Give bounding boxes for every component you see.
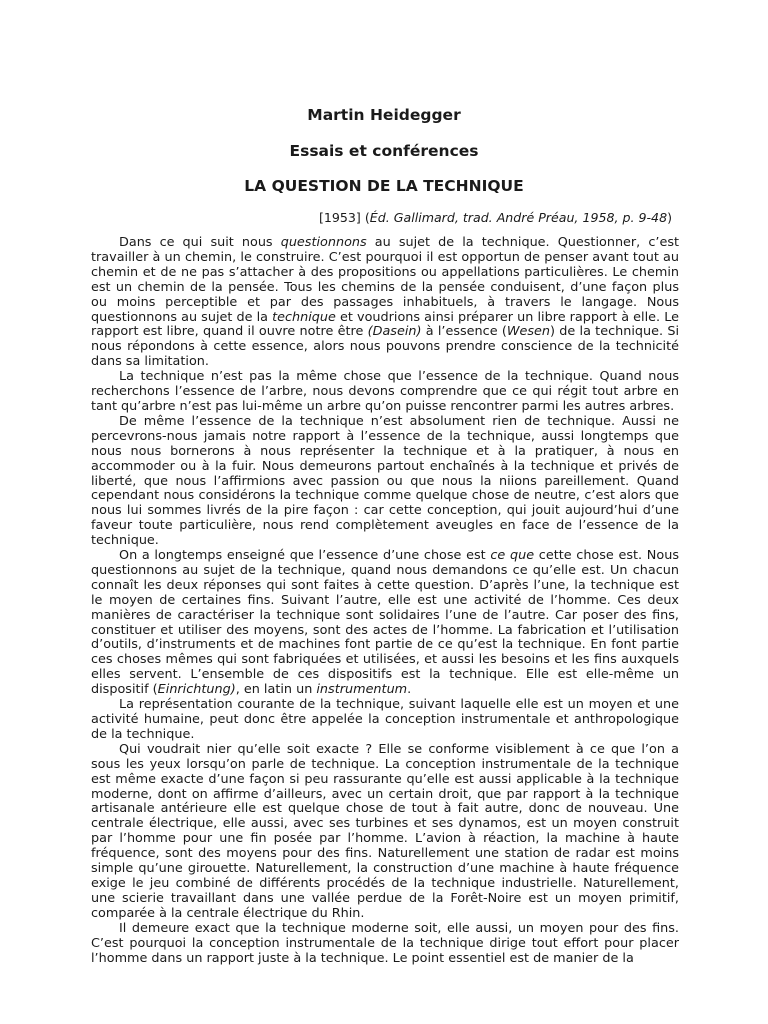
author-name: Martin Heidegger (307, 106, 461, 124)
paragraph-text: Dans ce qui suit nous (119, 235, 281, 250)
source-close-paren: ) (667, 210, 672, 225)
paragraph-text: On a longtemps enseigné que l’essence d’une chose est (119, 548, 491, 564)
paragraph (91, 370, 679, 415)
paragraph-italic: (Dasein) (367, 324, 422, 340)
paragraph-text: , en latin un (235, 682, 317, 698)
essay-title: LA QUESTION DE LA TECHNIQUE (244, 177, 524, 195)
paragraph-italic: Einrichtung) (157, 682, 236, 698)
book-title: Essais et conférences (289, 142, 479, 160)
paragraph-text: De même l’essence de la technique n’est absolument rien de technique. Aussi ne percevrons-nous jamais notre rapport à l’essence de la technique, aussi longtemps que nous nous bornerons à nous représenter la technique et à la pratiquer, à nous en accommoder ou à la fuir. Nous demeurons partout enchaînés à la technique et privés de liberté, que nous l’affirmions avec passion ou que nous la niions pareillement. Quand cependant nous considérons la technique comme quelque chose de neutre, c’est alors que nous lui sommes livrés de la pire façon : car cette conception, qui jouit aujourd’hui d’une faveur toute particulière, nous rend complètement aveugles en face de l’essence de la technique. (91, 413, 679, 549)
paragraph-italic: instrumentum (316, 682, 408, 698)
paragraph-italic: questionnons (280, 235, 367, 250)
paragraph-text: La représentation courante de la technique, suivant laquelle elle est un moyen et une activité humaine, peut donc être appelée la conception instrumentale et anthropologique de la technique. (91, 697, 679, 742)
source-year: [1953] (318, 210, 361, 225)
paragraph-text: à l’essence ( (421, 324, 507, 340)
paragraph (91, 236, 679, 370)
paragraph-italic: Wesen (506, 324, 551, 340)
paragraph-text: . (407, 682, 412, 698)
paragraph (91, 743, 679, 922)
paragraph-text: La technique n’est pas la même chose que l’essence de la technique. Quand nous recherchons l’essence de l’arbre, nous devons comprendre que ce qui régit tout arbre en tant qu’arbre n’est pas lui-même un arbre qu’on puisse rencontrer parmi les autres arbres. (91, 369, 679, 414)
body-text (91, 236, 679, 966)
paragraph-text: Il demeure exact que la technique moderne soit, elle aussi, un moyen pour des fins. C’est pourquoi la conception instrumentale de la technique dirige tout effort pour placer l’homme dans un rapport juste à la technique. Le point essentiel est de manier de la (91, 920, 679, 966)
paragraph-italic: ce que (490, 548, 535, 564)
paragraph-text: Qui voudrait nier qu’elle soit exacte ? Elle se conforme visiblement à ce que l’on a sous les yeux lorsqu’on parle de technique. La conception instrumentale de la technique est même exacte d’une façon si peu rassurante qu’elle est aussi applicable à la technique moderne, dont on affirme d’ailleurs, avec un certain droit, que par rapport à la technique artisanale antérieure elle est quelque chose de tout à fait autre, donc de nouveau. Une centrale électrique, elle aussi, avec ses turbines et ses dynamos, est un moyen construit par l’homme pour une fin posée par l’homme. L’avion à réaction, la machine à haute fréquence, sont des moyens pour des fins. Naturellement une station de radar est moins simple qu’une girouette. Naturellement, la construction d’une machine à haute fréquence exige le jeu combiné de différents procédés de la technique industrielle. Naturellement, une scierie travaillant dans une vallée perdue de la Forêt-Noire est un moyen primitif, comparée à la centrale électrique du Rhin. (91, 741, 679, 921)
source-edition: Éd. Gallimard, trad. André Préau, 1958, p. 9-48 (369, 210, 668, 225)
paragraph-text: ) de la technique. Si nous répondons à cette essence, alors nous pouvons prendre conscience de la technicité dans sa limitation. (91, 324, 679, 370)
source-citation (319, 210, 672, 225)
paragraph-text: cette chose est. Nous questionnons au sujet de la technique, quand nous demandons ce qu’elle est. Un chacun connaît les deux réponses qui sont faites à cette question. D’après l’une, la technique est le moyen de certaines fins. Suivant l’autre, elle est une activité de l’homme. Ces deux manières de caractériser la technique sont solidaires l’une de l’autre. Car poser des fins, constituer et utiliser des moyens, sont des actes de l’homme. La fabrication et l’utilisation d’outils, d’instruments et de machines font partie de ce qu’est la technique. En font partie ces choses mêmes qui sont fabriquées et utilisées, et aussi les besoins et les fins auxquels elles servent. L’ensemble de ces dispositifs est la technique. Elle est elle-même un dispositif ( (91, 548, 679, 698)
paragraph-text: et voudrions ainsi préparer un libre rapport à elle. Le rapport est libre, quand il ouvre notre être (91, 309, 679, 340)
paragraph-italic: technique (272, 309, 336, 325)
source-open-paren: ( (360, 210, 370, 225)
paragraph-text: au sujet de la technique. Questionner, c’est travailler à un chemin, le construire. C’est pourquoi il est opportun de penser avant tout au chemin et de ne pas s’attacher à des propositions ou appellations particulières. Le chemin est un chemin de la pensée. Tous les chemins de la pensée conduisent, d’une façon plus ou moins perceptible et par des passages inhabituels, à travers le langage. Nous questionnons au sujet de la (91, 235, 680, 325)
paragraph (91, 698, 679, 743)
paragraph (91, 415, 679, 549)
paragraph (91, 549, 679, 698)
paragraph (91, 922, 679, 967)
